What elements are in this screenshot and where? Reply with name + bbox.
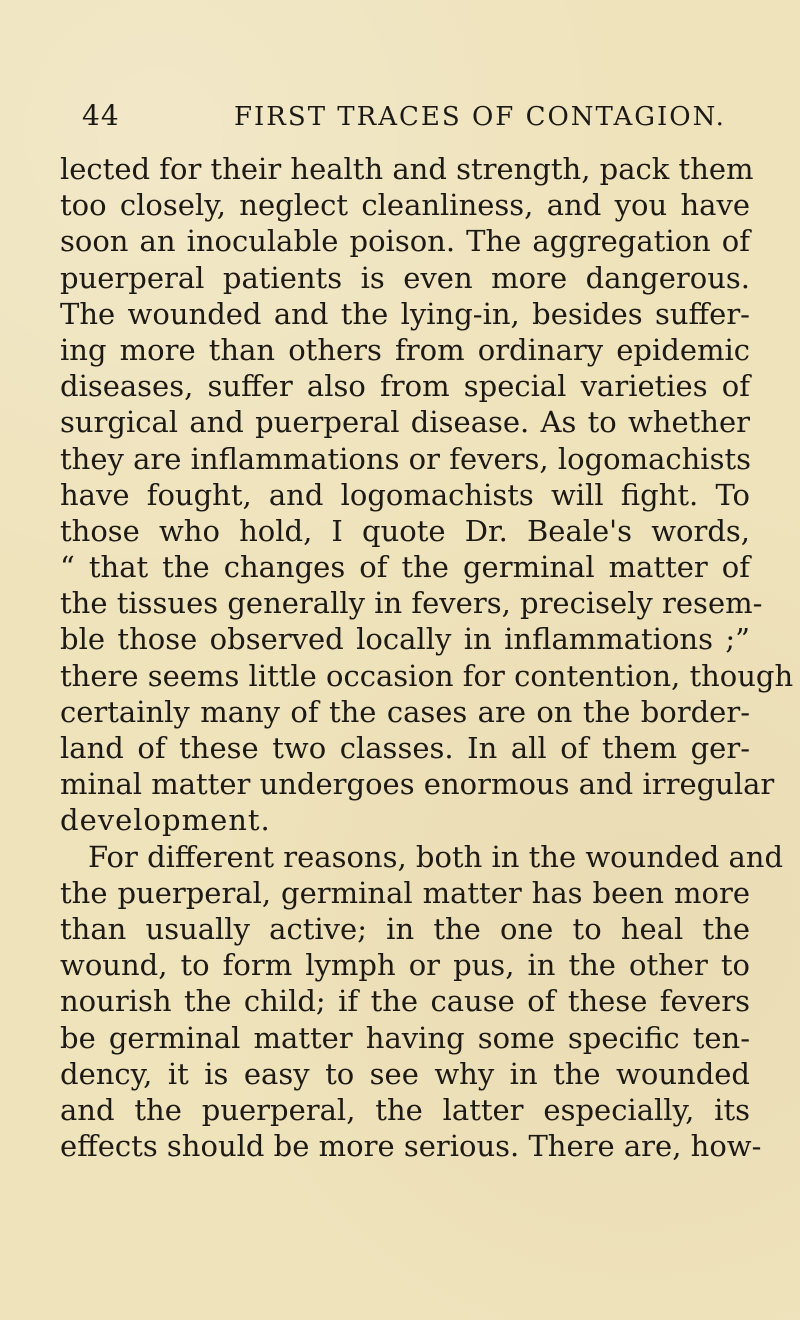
text-line-17: land of these two classes. In all of them ger- — [60, 731, 750, 765]
page-header — [62, 92, 752, 132]
text-line-13: the tissues generally in fevers, precisely resem- — [60, 586, 763, 621]
text-line-3: soon an inoculable poison. The aggregation of — [60, 224, 750, 259]
text-line-21: the puerperal, germinal matter has been more — [60, 875, 750, 910]
body-text — [60, 151, 794, 1164]
text-line-18: minal matter undergoes enormous and irregular — [60, 767, 775, 802]
text-line-25: be germinal matter having some specific ten- — [60, 1020, 750, 1055]
text-line-6: ing more than others from ordinary epidemic — [60, 332, 750, 367]
text-line-8: surgical and puerperal disease. As to whether — [60, 405, 750, 440]
text-line-19: development. — [60, 803, 271, 838]
text-line-11: those who hold, I quote Dr. Beale's words, — [60, 513, 750, 548]
text-line-4: puerperal patients is even more dangerous. — [60, 260, 750, 295]
text-line-9: they are inflammations or fevers, logomachists — [60, 441, 751, 476]
text-line-24: nourish the child; if the cause of these fevers — [60, 984, 750, 1019]
text-line-16: certainly many of the cases are on the border- — [60, 694, 750, 729]
running-title: FIRST TRACES OF CONTAGION. — [234, 102, 726, 132]
text-line-12: “ that the changes of the germinal matter of — [60, 550, 750, 585]
text-line-10: have fought, and logomachists will fight. To — [60, 477, 750, 512]
text-line-28: effects should be more serious. There are, how- — [60, 1129, 762, 1164]
text-line-23: wound, to form lymph or pus, in the other to — [60, 948, 750, 983]
text-line-5: The wounded and the lying-in, besides suffer- — [60, 296, 750, 331]
text-line-7: diseases, suffer also from special varieties of — [60, 369, 750, 404]
text-line-26: dency, it is easy to see why in the wounded — [60, 1056, 750, 1091]
text-line-1: lected for their health and strength, pack them — [60, 152, 754, 186]
text-line-2: too closely, neglect cleanliness, and you have — [60, 188, 750, 223]
text-line-27: and the puerperal, the latter especially, its — [60, 1092, 750, 1127]
text-line-14: ble those observed locally in inflammations ;” — [60, 622, 750, 657]
page-number: 44 — [82, 99, 120, 132]
text-line-15: there seems little occasion for contention, though — [60, 658, 794, 693]
text-line-22: than usually active; in the one to heal the — [60, 911, 750, 946]
text-line-20: For different reasons, both in the wounded and — [88, 839, 784, 874]
